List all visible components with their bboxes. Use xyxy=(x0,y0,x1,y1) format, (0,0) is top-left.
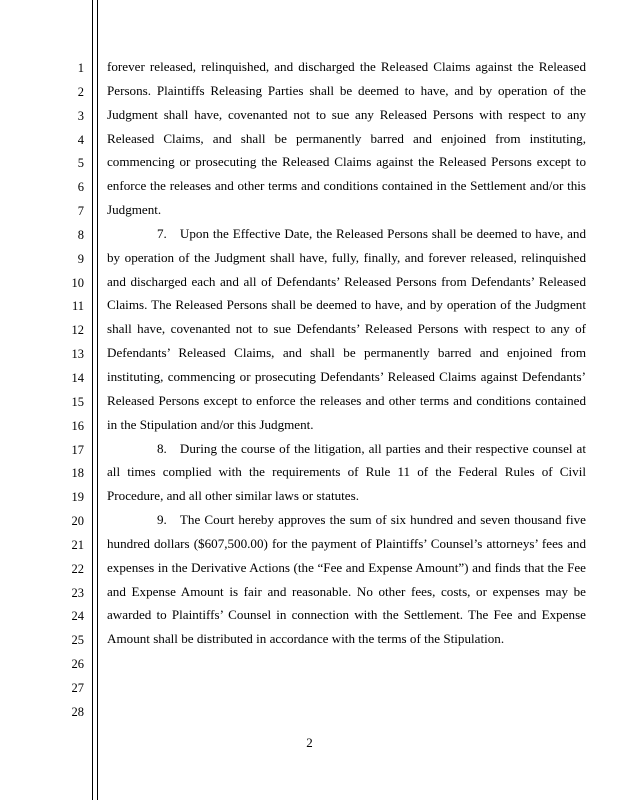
line-number: 18 xyxy=(71,466,84,481)
line-number: 10 xyxy=(71,275,84,290)
line-number: 6 xyxy=(77,180,84,195)
document-body xyxy=(107,55,586,651)
line-number-column xyxy=(58,57,84,725)
line-number: 4 xyxy=(77,132,84,147)
line-number: 21 xyxy=(71,537,84,552)
line-number: 3 xyxy=(77,108,84,123)
line-number: 5 xyxy=(77,156,84,171)
margin-rule-inner xyxy=(97,0,98,800)
line-number: 20 xyxy=(71,514,84,529)
line-number: 26 xyxy=(71,657,84,672)
line-number: 9 xyxy=(77,251,84,266)
paragraph-continued: forever released, relinquished, and discharged the Released Claims against the Released Persons. Plaintiffs Releasing Parties shall be deemed to have, and by operation of the Judgment shall have, covenanted not to sue any Released Persons with respect to any Released Claims, and shall be permanently barred and enjoined from instituting, commencing or prosecuting the Released Claims against the Released Persons except to enforce the releases and other terms and conditions contained in the Settlement and/or this Judgment. xyxy=(107,59,586,218)
line-number: 7 xyxy=(77,204,84,219)
line-number: 2 xyxy=(77,84,84,99)
line-number: 22 xyxy=(71,561,84,576)
line-number: 25 xyxy=(71,633,84,648)
line-number: 19 xyxy=(71,490,84,505)
line-number: 1 xyxy=(77,61,84,75)
line-number: 16 xyxy=(71,418,84,433)
paragraph-9: 9. The Court hereby approves the sum of six hundred and seven thousand five hundred dollars ($607,500.00) for the payment of Plaintiffs’ Counsel’s attorneys’ fees and expenses in the Derivative Actions (the “Fee and Expense Amount”) and finds that the Fee and Expense Amount is fair and reasonable. No other fees, costs, or expenses may be awarded to Plaintiffs’ Counsel in connection with the Settlement. The Fee and Expense Amount shall be distributed in accordance with the terms of the Stipulation. xyxy=(107,512,586,647)
line-number: 28 xyxy=(71,704,84,719)
line-number: 17 xyxy=(71,442,84,457)
line-number: 12 xyxy=(71,323,84,338)
paragraph-7: 7. Upon the Effective Date, the Released Persons shall be deemed to have, and by operation of the Judgment shall have, fully, finally, and forever released, relinquished and discharged each and all of Defendants’ Released Persons from Defendants’ Released Claims. The Released Persons shall be deemed to have, and by operation of the Judgment shall have, covenanted not to sue Defendants’ Released Persons with respect to any of Defendants’ Released Claims, and shall be permanently barred and enjoined from instituting, commencing or prosecuting Defendants’ Released Claims against Defendants’ Released Persons except to enforce the releases and other terms and conditions contained in the Stipulation and/or this Judgment. xyxy=(107,225,586,432)
line-number: 14 xyxy=(71,370,84,385)
line-number: 8 xyxy=(77,227,84,242)
line-number: 23 xyxy=(71,585,84,600)
line-number: 15 xyxy=(71,394,84,409)
margin-rule-outer xyxy=(92,0,93,800)
page-number-footer: 2 xyxy=(306,735,313,750)
paragraph-8: 8. During the course of the litigation, all parties and their respective counsel at all times complied with the requirements of Rule 11 of the Federal Rules of Civil Procedure, and all other similar laws or statutes. xyxy=(107,440,586,504)
line-number: 27 xyxy=(71,680,84,695)
line-number: 13 xyxy=(71,347,84,362)
line-number: 11 xyxy=(71,299,84,314)
line-number: 24 xyxy=(71,609,84,624)
